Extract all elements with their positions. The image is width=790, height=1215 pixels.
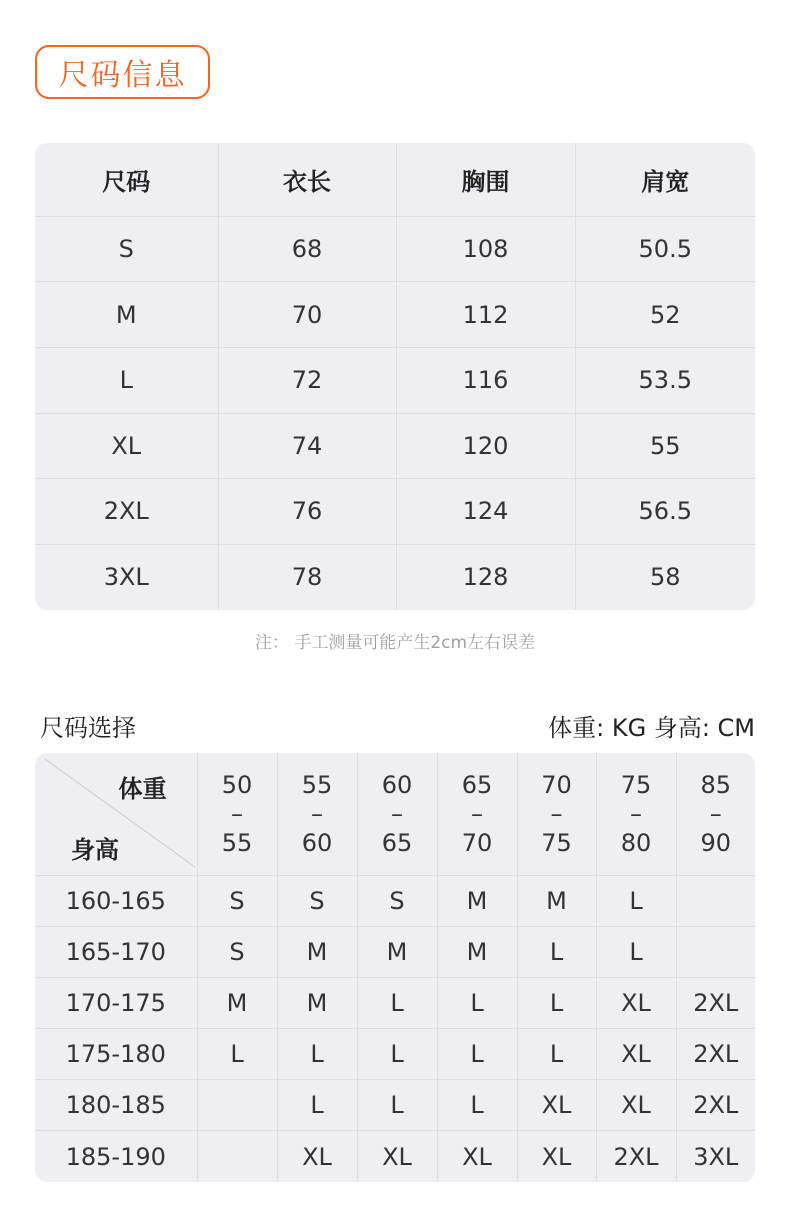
table-row	[35, 1029, 755, 1080]
height-range: 170-175	[35, 978, 197, 1029]
table-cell: 68	[218, 216, 396, 282]
table-row	[35, 544, 755, 610]
units-label: 体重: KG 身高: CM	[548, 714, 755, 742]
corner-height-label: 身高	[71, 836, 119, 865]
size-cell: M	[277, 978, 357, 1029]
size-cell: L	[517, 978, 596, 1029]
height-range: 185-190	[35, 1131, 197, 1182]
size-cell: M	[197, 978, 277, 1029]
table-cell: 112	[396, 282, 575, 348]
size-cell: XL	[517, 1080, 596, 1131]
size-cell: 2XL	[676, 1080, 755, 1131]
table-cell: L	[35, 347, 218, 413]
table-row	[35, 479, 755, 545]
weight-range: 75 – 80	[596, 753, 676, 876]
section-title-badge: 尺码信息	[35, 45, 210, 99]
size-cell	[197, 1080, 277, 1131]
size-cell: L	[596, 876, 676, 927]
size-cell: XL	[596, 978, 676, 1029]
table-cell: 76	[218, 479, 396, 545]
table-row	[35, 978, 755, 1029]
header-shoulder: 肩宽	[575, 143, 755, 216]
header-chest: 胸围	[396, 143, 575, 216]
table-cell: 2XL	[35, 479, 218, 545]
table-cell: 56.5	[575, 479, 755, 545]
table-cell: XL	[35, 413, 218, 479]
table-row	[35, 1080, 755, 1131]
table-row	[35, 876, 755, 927]
size-cell: L	[517, 927, 596, 978]
size-cell: S	[277, 876, 357, 927]
size-info-table	[35, 143, 755, 610]
table-cell: 78	[218, 544, 396, 610]
size-cell: L	[197, 1029, 277, 1080]
size-cell	[676, 927, 755, 978]
size-cell: M	[277, 927, 357, 978]
weight-header-row	[35, 753, 755, 876]
corner-weight-label: 体重	[118, 775, 167, 803]
table-row	[35, 347, 755, 413]
table-row	[35, 216, 755, 282]
size-table-header-row	[35, 143, 755, 216]
size-cell: 2XL	[676, 978, 755, 1029]
size-cell: S	[197, 876, 277, 927]
size-cell: M	[517, 876, 596, 927]
table-cell: 124	[396, 479, 575, 545]
weight-range: 50 – 55	[197, 753, 277, 876]
size-cell: L	[277, 1029, 357, 1080]
size-cell: XL	[357, 1131, 437, 1182]
size-cell: M	[437, 876, 517, 927]
table-cell: 116	[396, 347, 575, 413]
size-cell: S	[197, 927, 277, 978]
size-cell: L	[357, 1080, 437, 1131]
table-cell: M	[35, 282, 218, 348]
size-cell: M	[437, 927, 517, 978]
size-cell: XL	[596, 1029, 676, 1080]
measurement-note: 注： 手工测量可能产生2cm左右误差	[254, 633, 536, 653]
size-cell: L	[437, 1080, 517, 1131]
table-cell: 72	[218, 347, 396, 413]
height-range: 160-165	[35, 876, 197, 927]
table-cell: 128	[396, 544, 575, 610]
table-cell: 3XL	[35, 544, 218, 610]
size-cell: L	[357, 1029, 437, 1080]
table-cell: 53.5	[575, 347, 755, 413]
table-row	[35, 413, 755, 479]
header-length: 衣长	[218, 143, 396, 216]
header-size: 尺码	[35, 143, 218, 216]
size-cell: 3XL	[693, 1142, 739, 1171]
table-cell: 58	[649, 563, 681, 592]
size-cell	[197, 1131, 277, 1182]
size-cell: L	[437, 1029, 517, 1080]
size-cell: XL	[596, 1080, 676, 1131]
size-cell: L	[357, 978, 437, 1029]
table-cell: 55	[575, 413, 755, 479]
size-cell	[676, 876, 755, 927]
size-cell: XL	[437, 1131, 517, 1182]
height-range: 180-185	[35, 1080, 197, 1131]
size-cell: L	[596, 927, 676, 978]
table-cell: 50.5	[575, 216, 755, 282]
weight-range: 85 – 90	[676, 753, 755, 876]
size-selection-table	[35, 753, 755, 1182]
size-cell: 2XL	[676, 1029, 755, 1080]
corner-cell	[35, 753, 197, 876]
size-cell: S	[357, 876, 437, 927]
table-cell: 108	[396, 216, 575, 282]
size-selection-label: 尺码选择	[40, 714, 136, 742]
size-cell: M	[357, 927, 437, 978]
table-cell: 52	[575, 282, 755, 348]
height-range: 165-170	[35, 927, 197, 978]
table-cell: 70	[218, 282, 396, 348]
weight-range: 55 – 60	[277, 753, 357, 876]
size-cell: L	[277, 1080, 357, 1131]
table-cell: 74	[218, 413, 396, 479]
weight-range: 60 – 65	[357, 753, 437, 876]
size-cell: 2XL	[596, 1131, 676, 1182]
table-cell: S	[35, 216, 218, 282]
size-cell: L	[437, 978, 517, 1029]
size-cell: XL	[517, 1131, 596, 1182]
height-range: 175-180	[35, 1029, 197, 1080]
table-row	[35, 927, 755, 978]
table-row	[35, 282, 755, 348]
weight-range: 65 – 70	[437, 753, 517, 876]
table-cell: 120	[396, 413, 575, 479]
size-cell: XL	[277, 1131, 357, 1182]
size-cell: L	[517, 1029, 596, 1080]
weight-range: 70 – 75	[517, 753, 596, 876]
table-row	[35, 1131, 755, 1182]
